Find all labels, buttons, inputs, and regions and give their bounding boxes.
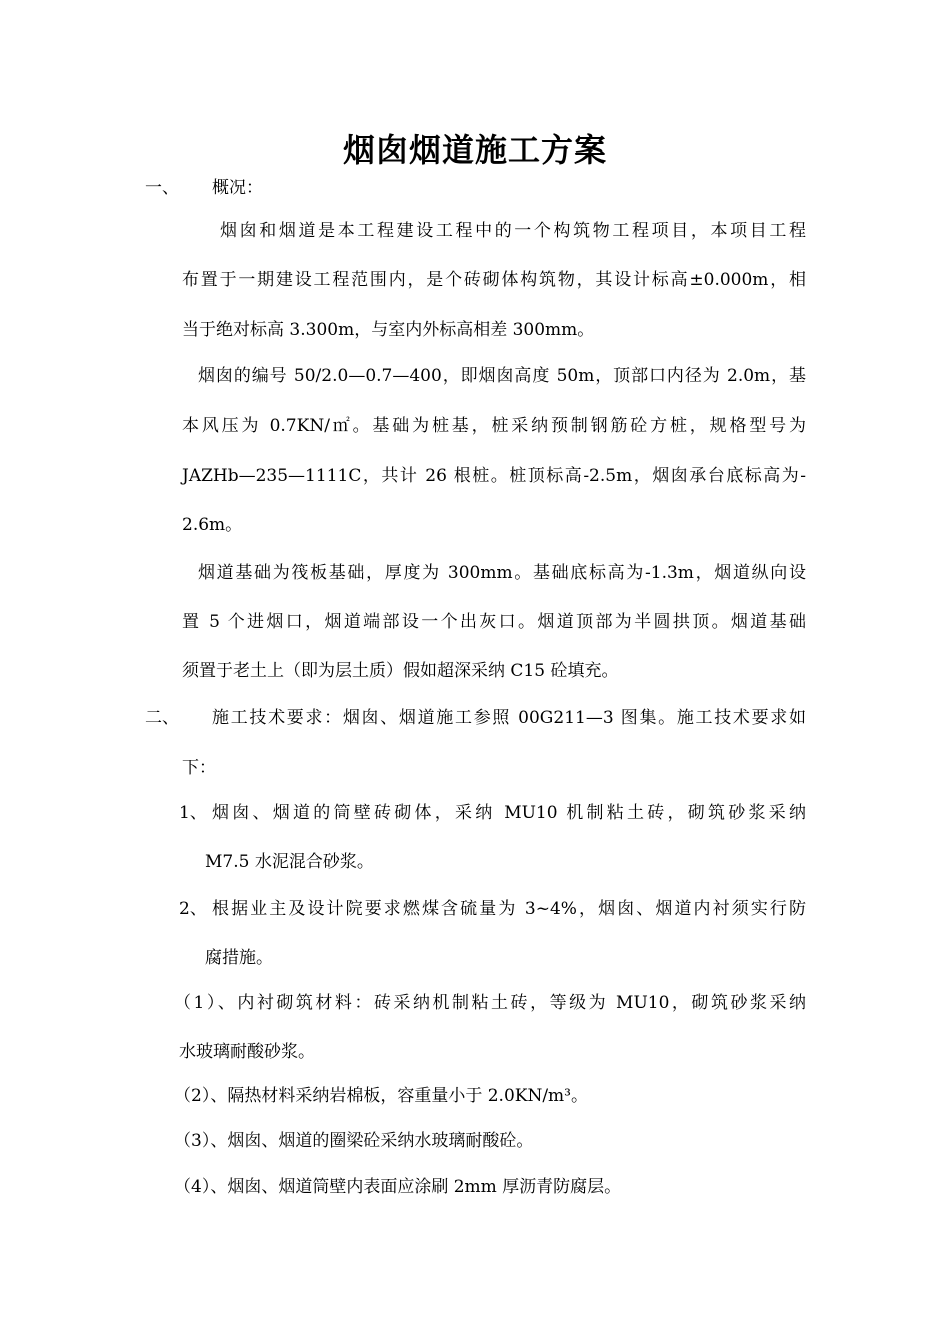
paragraph-line: 布置于一期建设工程范围内，是个砖砌体构筑物，其设计标高±0.000m，相 xyxy=(182,270,806,290)
paragraph-line: 烟囱和烟道是本工程建设工程中的一个构筑物工程项目，本项目工程 xyxy=(220,221,806,241)
paragraph-line: 当于绝对标高 3.300m，与室内外标高相差 300mm。 xyxy=(182,320,595,340)
paragraph-line: 置 5 个进烟口，烟道端部设一个出灰口。烟道顶部为半圆拱顶。烟道基础 xyxy=(182,612,806,632)
paragraph-line: 烟囱的编号 50/2.0—0.7—400，即烟囱高度 50m，顶部口内径为 2.0m，基 xyxy=(198,366,806,386)
list-item-line: 根据业主及设计院要求燃煤含硫量为 3~4%，烟囱、烟道内衬须实行防 xyxy=(212,899,806,919)
list-item-marker: 2、 xyxy=(179,899,207,919)
section-heading: 下： xyxy=(182,758,216,778)
section-number: 一、 xyxy=(145,178,179,198)
section-number: 二、 xyxy=(145,708,179,728)
section-heading: 概况： xyxy=(212,178,263,198)
subitem-line: 水玻璃耐酸砂浆。 xyxy=(179,1042,315,1062)
subitem-line: （2）、隔热材料采纳岩棉板，容重量小于 2.0KN/m³。 xyxy=(174,1086,588,1106)
list-item-line: M7.5 水泥混合砂浆。 xyxy=(205,852,374,872)
subitem-line: （3）、烟囱、烟道的圈梁砼采纳水玻璃耐酸砼。 xyxy=(174,1131,534,1151)
list-item-line: 烟囱、烟道的筒壁砖砌体，采纳 MU10 机制粘土砖，砌筑砂浆采纳 xyxy=(212,803,806,823)
section-heading: 施工技术要求：烟囱、烟道施工参照 00G211—3 图集。施工技术要求如 xyxy=(212,708,806,728)
paragraph-line: JAZHb—235—1111C，共计 26 根桩。桩顶标高-2.5m，烟囱承台底标高为- xyxy=(182,466,806,486)
document-title: 烟囱烟道施工方案 xyxy=(342,131,607,169)
paragraph-line: 须置于老土上（即为层土质）假如超深采纳 C15 砼填充。 xyxy=(182,661,619,681)
list-item-line: 腐措施。 xyxy=(205,948,273,968)
paragraph-line: 烟道基础为筏板基础，厚度为 300mm。基础底标高为-1.3m，烟道纵向设 xyxy=(198,563,806,583)
subitem-line: （1）、内衬砌筑材料：砖采纳机制粘土砖，等级为 MU10，砌筑砂浆采纳 xyxy=(174,993,806,1013)
paragraph-line: 2.6m。 xyxy=(182,515,243,535)
subitem-line: （4）、烟囱、烟道筒壁内表面应涂刷 2mm 厚沥青防腐层。 xyxy=(174,1177,622,1197)
list-item-marker: 1、 xyxy=(179,803,207,823)
paragraph-line: 本风压为 0.7KN/㎡。基础为桩基，桩采纳预制钢筋砼方桩，规格型号为 xyxy=(182,416,806,436)
